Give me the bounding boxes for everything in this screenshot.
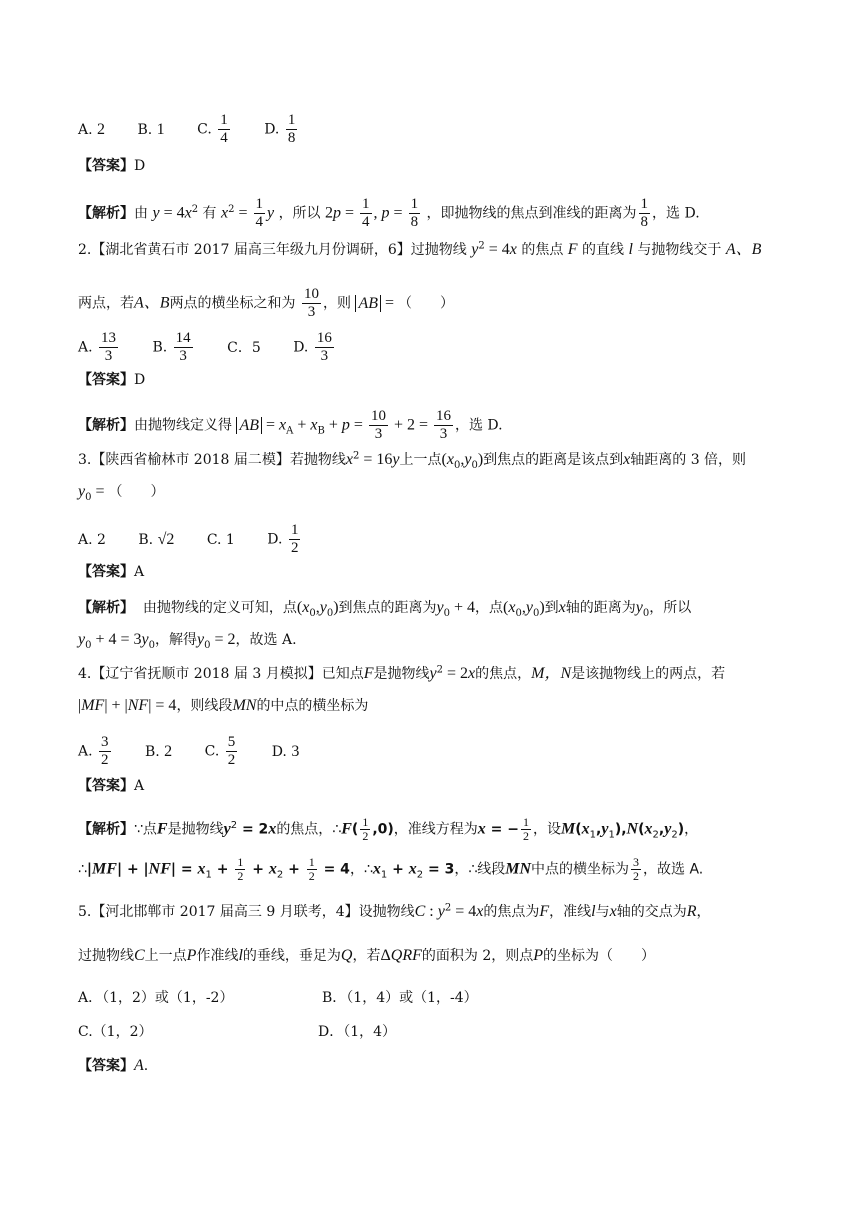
q5-options-row1: A．（1，2）或（1，-2） B．（1，4）或（1，-4）: [78, 990, 478, 1006]
q2-stem-line1: 2.【湖北省黄石市 2017 届高三年级九月份调研，6】过抛物线 $y^2 = 4x$ 的焦点 F 的直线 l 与抛物线交于 A、B: [78, 240, 762, 258]
option-b-value: 1: [156, 120, 165, 138]
option-c-label: C.: [197, 121, 212, 138]
q2-analysis: 【解析】由抛物线定义得 AB = $x_A + x_B + p$ = $\frac{10}{3}$ + 2 = $\frac{16}{3}$ ，选 D.: [78, 408, 503, 442]
q1-options: [78, 112, 327, 147]
q2-stem-line2: 两点，若A、B两点的横坐标之和为 $\frac{10}{3}$ ，则 AB = （ ）: [78, 286, 455, 320]
q3-answer: 【答案】A: [78, 564, 145, 580]
q4-analysis-line1: 【解析】∵点F是抛物线$y^2 = 2x$的焦点，∴F( $\frac{1}{2}$ ,0)，准线方程为x = − $\frac{1}{2}$ ，设$M(x_1,y_1),N(x_2,y_2)$，: [78, 815, 699, 843]
q5-answer: 【答案】A.: [78, 1057, 149, 1074]
option-a-value: 2: [97, 120, 106, 138]
option-d-fraction: $\frac{1}{8}$: [287, 112, 296, 146]
q4-analysis-line2: ∴|MF| + $|NF| = x_1$ + $\frac{1}{2}$ + $x_2$ + $\frac{1}{2}$ = 4，$\therefore x_1 + x_2 = 3$，∴线段MN中点的横坐标为 $\frac{3}{2}$ ，故选 A.: [78, 855, 704, 883]
q2-options: A. $\frac{13}{3}$ B. $\frac{14}{3}$ C．5 D. $\frac{16}{3}$: [78, 330, 332, 364]
option-d-label: D.: [264, 121, 280, 138]
q5-stem-line1: 5.【河北邯郸市 2017 届高三 9 月联考，4】设抛物线C : $y^2 = 4x$的焦点为F，准线l与x轴的交点为R，: [78, 902, 711, 920]
q4-options: A. $\frac{3}{2}$ B. 2 C. $\frac{5}{2}$ D. 3: [78, 734, 300, 768]
q4-stem-line2: |MF| + |NF| = 4，则线段MN的中点的横坐标为: [78, 697, 369, 714]
option-a-label: A.: [78, 121, 93, 138]
q4-answer: 【答案】A: [78, 778, 145, 794]
q1-answer: 【答案】D: [78, 158, 146, 174]
q3-options: A. 2 B. √2 C. 1 D. $\frac{1}{2}$: [78, 522, 299, 556]
q3-analysis-line2: $y_0 + 4 = 3y_0$，解得$y_0 = 2$，故选 A.: [78, 631, 297, 651]
option-b-label: B.: [137, 121, 153, 138]
q2-answer: 【答案】D: [78, 372, 146, 388]
option-c-fraction: $\frac{1}{4}$: [220, 112, 228, 146]
q3-stem-line1: 3.【陕西省榆林市 2018 届二模】若抛物线$x^2 = 16y$上一点$(x_0,y_0)$到焦点的距离是该点到x轴距离的 3 倍，则: [78, 450, 747, 471]
q3-analysis-line1: 【解析】 由抛物线的定义可知，点$(x_0,y_0)$到焦点的距离为$y_0 + 4$，点$(x_0,y_0)$到x轴的距离为$y_0$，所以: [78, 599, 692, 619]
q1-analysis: 【解析】由 $y = 4x^2$ 有 $x^2$ = $\frac{1}{4}$ y ，所以 2p = $\frac{1}{4}$ , p = $\frac{1}{8}$ ，即抛物线的焦点到准线的距离为 $\frac{1}{8}$ ，选 D.: [78, 196, 700, 230]
q5-stem-line2: 过抛物线C上一点P作准线l的垂线，垂足为Q，若ΔQRF的面积为 2，则点P的坐标为（ ）: [78, 947, 656, 964]
q3-stem-line2: $y_0$ = （ ）: [78, 483, 165, 503]
q5-options-row2: C.（1，2） D．（1，4）: [78, 1024, 397, 1040]
q4-stem-line1: 4.【辽宁省抚顺市 2018 届 3 月模拟】已知点F是抛物线$y^2 = 2x$的焦点，M，N是该抛物线上的两点，若: [78, 664, 726, 682]
